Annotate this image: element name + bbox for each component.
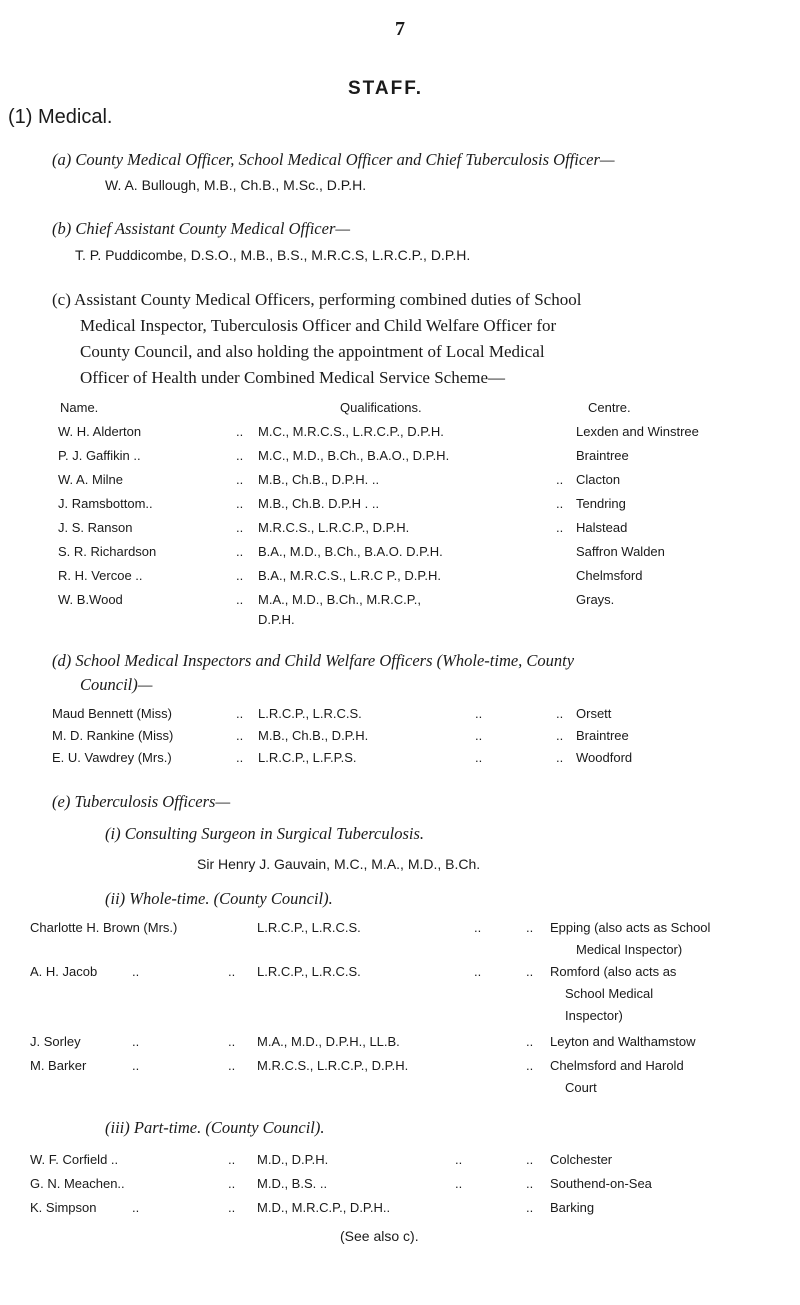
row-name: W. H. Alderton: [58, 424, 142, 439]
row-centre: Braintree: [576, 448, 629, 463]
row-centre: Colchester: [550, 1152, 613, 1167]
row-qual: L.R.C.P., L.F.P.S.: [258, 750, 357, 765]
row-centre: Tendring: [576, 496, 626, 511]
row-qual: M.B., Ch.B. D.P.H . ..: [258, 496, 380, 511]
row-centre: Southend-on-Sea: [550, 1176, 652, 1191]
item-a-person: W. A. Bullough, M.B., Ch.B., M.Sc., D.P.H.: [105, 177, 367, 193]
row-name: J. S. Ranson: [58, 520, 133, 535]
row-qual: M.R.C.S., L.R.C.P., D.P.H.: [258, 520, 410, 535]
row-centre: Leyton and Walthamstow: [550, 1034, 696, 1049]
row-name: S. R. Richardson: [58, 544, 157, 559]
row-qual: B.A., M.D., B.Ch., B.A.O. D.P.H.: [258, 544, 443, 559]
item-b-person: T. P. Puddicombe, D.S.O., M.B., B.S., M.R.C.S, L.R.C.P., D.P.H.: [75, 247, 471, 263]
item-c-line-4: Officer of Health under Combined Medical Service Scheme—: [80, 368, 506, 387]
row-name: K. Simpson: [30, 1200, 97, 1215]
footnote: (See also c).: [340, 1228, 419, 1244]
header-qualifications: Qualifications.: [340, 400, 422, 415]
row-qual: L.R.C.P., L.R.C.S.: [257, 920, 361, 935]
row-centre: Romford (also acts as: [550, 964, 677, 979]
row-centre: Grays.: [576, 592, 615, 607]
row-centre: Saffron Walden: [576, 544, 665, 559]
row-centre: Clacton: [576, 472, 621, 487]
row-qual: M.B., Ch.B., D.P.H. ..: [258, 472, 380, 487]
row-qual: B.A., M.R.C.S., L.R.C P., D.P.H.: [258, 568, 442, 583]
page-title: STAFF.: [348, 78, 423, 99]
item-e-heading: (e) Tuberculosis Officers—: [52, 792, 231, 811]
row-qual: M.D., M.R.C.P., D.P.H..: [257, 1200, 391, 1215]
row-name: W. B.Wood: [58, 592, 123, 607]
row-name: Charlotte H. Brown (Mrs.): [30, 920, 178, 935]
section-heading: (1) Medical.: [8, 106, 113, 128]
item-b-heading: (b) Chief Assistant County Medical Officer—: [52, 219, 351, 238]
row-qual: M.C., M.D., B.Ch., B.A.O., D.P.H.: [258, 448, 450, 463]
item-c-line-1: (c) Assistant County Medical Officers, performing combined duties of School: [52, 290, 582, 309]
row-qual: L.R.C.P., L.R.C.S.: [257, 964, 361, 979]
row-name: W. A. Milne: [58, 472, 124, 487]
row-centre-cont: School Medical: [565, 986, 654, 1001]
row-centre: Halstead: [576, 520, 628, 535]
row-qual: M.A., M.D., D.P.H., LL.B.: [257, 1034, 400, 1049]
row-qual: L.R.C.P., L.R.C.S.: [258, 706, 362, 721]
item-e-i-person: Sir Henry J. Gauvain, M.C., M.A., M.D., B.Ch.: [197, 856, 481, 872]
row-qual: M.D., D.P.H.: [257, 1152, 329, 1167]
row-name: A. H. Jacob: [30, 964, 98, 979]
row-centre: Orsett: [576, 706, 612, 721]
item-a-heading: (a) County Medical Officer, School Medical Officer and Chief Tuberculosis Officer—: [52, 150, 615, 169]
row-qual: M.D., B.S. ..: [257, 1176, 328, 1191]
row-qual: M.A., M.D., B.Ch., M.R.C.P.,: [258, 592, 422, 607]
row-name: E. U. Vawdrey (Mrs.): [52, 750, 172, 765]
row-name: M. Barker: [30, 1058, 87, 1073]
row-name: R. H. Vercoe ..: [58, 568, 143, 583]
row-centre-cont: Medical Inspector): [576, 942, 683, 957]
row-name: Maud Bennett (Miss): [52, 706, 172, 721]
row-qual: M.R.C.S., L.R.C.P., D.P.H.: [257, 1058, 409, 1073]
item-d-heading-cont: Council)—: [80, 675, 153, 694]
row-qual-cont: D.P.H.: [258, 612, 295, 627]
row-name: J. Sorley: [30, 1034, 81, 1049]
row-centre-cont: Court: [565, 1080, 597, 1095]
row-centre: Braintree: [576, 728, 629, 743]
row-centre: Barking: [550, 1200, 595, 1215]
row-qual: M.B., Ch.B., D.P.H.: [258, 728, 369, 743]
item-d-heading: (d) School Medical Inspectors and Child Welfare Officers (Whole-time, County: [52, 651, 575, 670]
item-e-iii-heading: (iii) Part-time. (County Council).: [105, 1118, 325, 1137]
item-c-line-3: County Council, and also holding the appointment of Local Medical: [80, 342, 545, 361]
row-centre: Woodford: [576, 750, 633, 765]
item-e-ii-heading: (ii) Whole-time. (County Council).: [105, 889, 333, 908]
header-centre: Centre.: [588, 400, 631, 415]
row-name: M. D. Rankine (Miss): [52, 728, 174, 743]
row-centre: Epping (also acts as School: [550, 920, 711, 935]
header-name: Name.: [60, 400, 99, 415]
row-centre: Lexden and Winstree: [576, 424, 699, 439]
row-qual: M.C., M.R.C.S., L.R.C.P., D.P.H.: [258, 424, 444, 439]
row-name: P. J. Gaffikin ..: [58, 448, 141, 463]
row-centre: Chelmsford and Harold: [550, 1058, 684, 1073]
item-c-line-2: Medical Inspector, Tuberculosis Officer and Child Welfare Officer for: [80, 316, 557, 335]
row-centre: Chelmsford: [576, 568, 643, 583]
item-e-i-heading: (i) Consulting Surgeon in Surgical Tuberculosis.: [105, 824, 425, 843]
page-number: 7: [395, 18, 405, 40]
row-centre-cont: Inspector): [565, 1008, 623, 1023]
row-name: G. N. Meachen..: [30, 1176, 125, 1191]
row-name: J. Ramsbottom..: [58, 496, 153, 511]
row-name: W. F. Corfield ..: [30, 1152, 119, 1167]
